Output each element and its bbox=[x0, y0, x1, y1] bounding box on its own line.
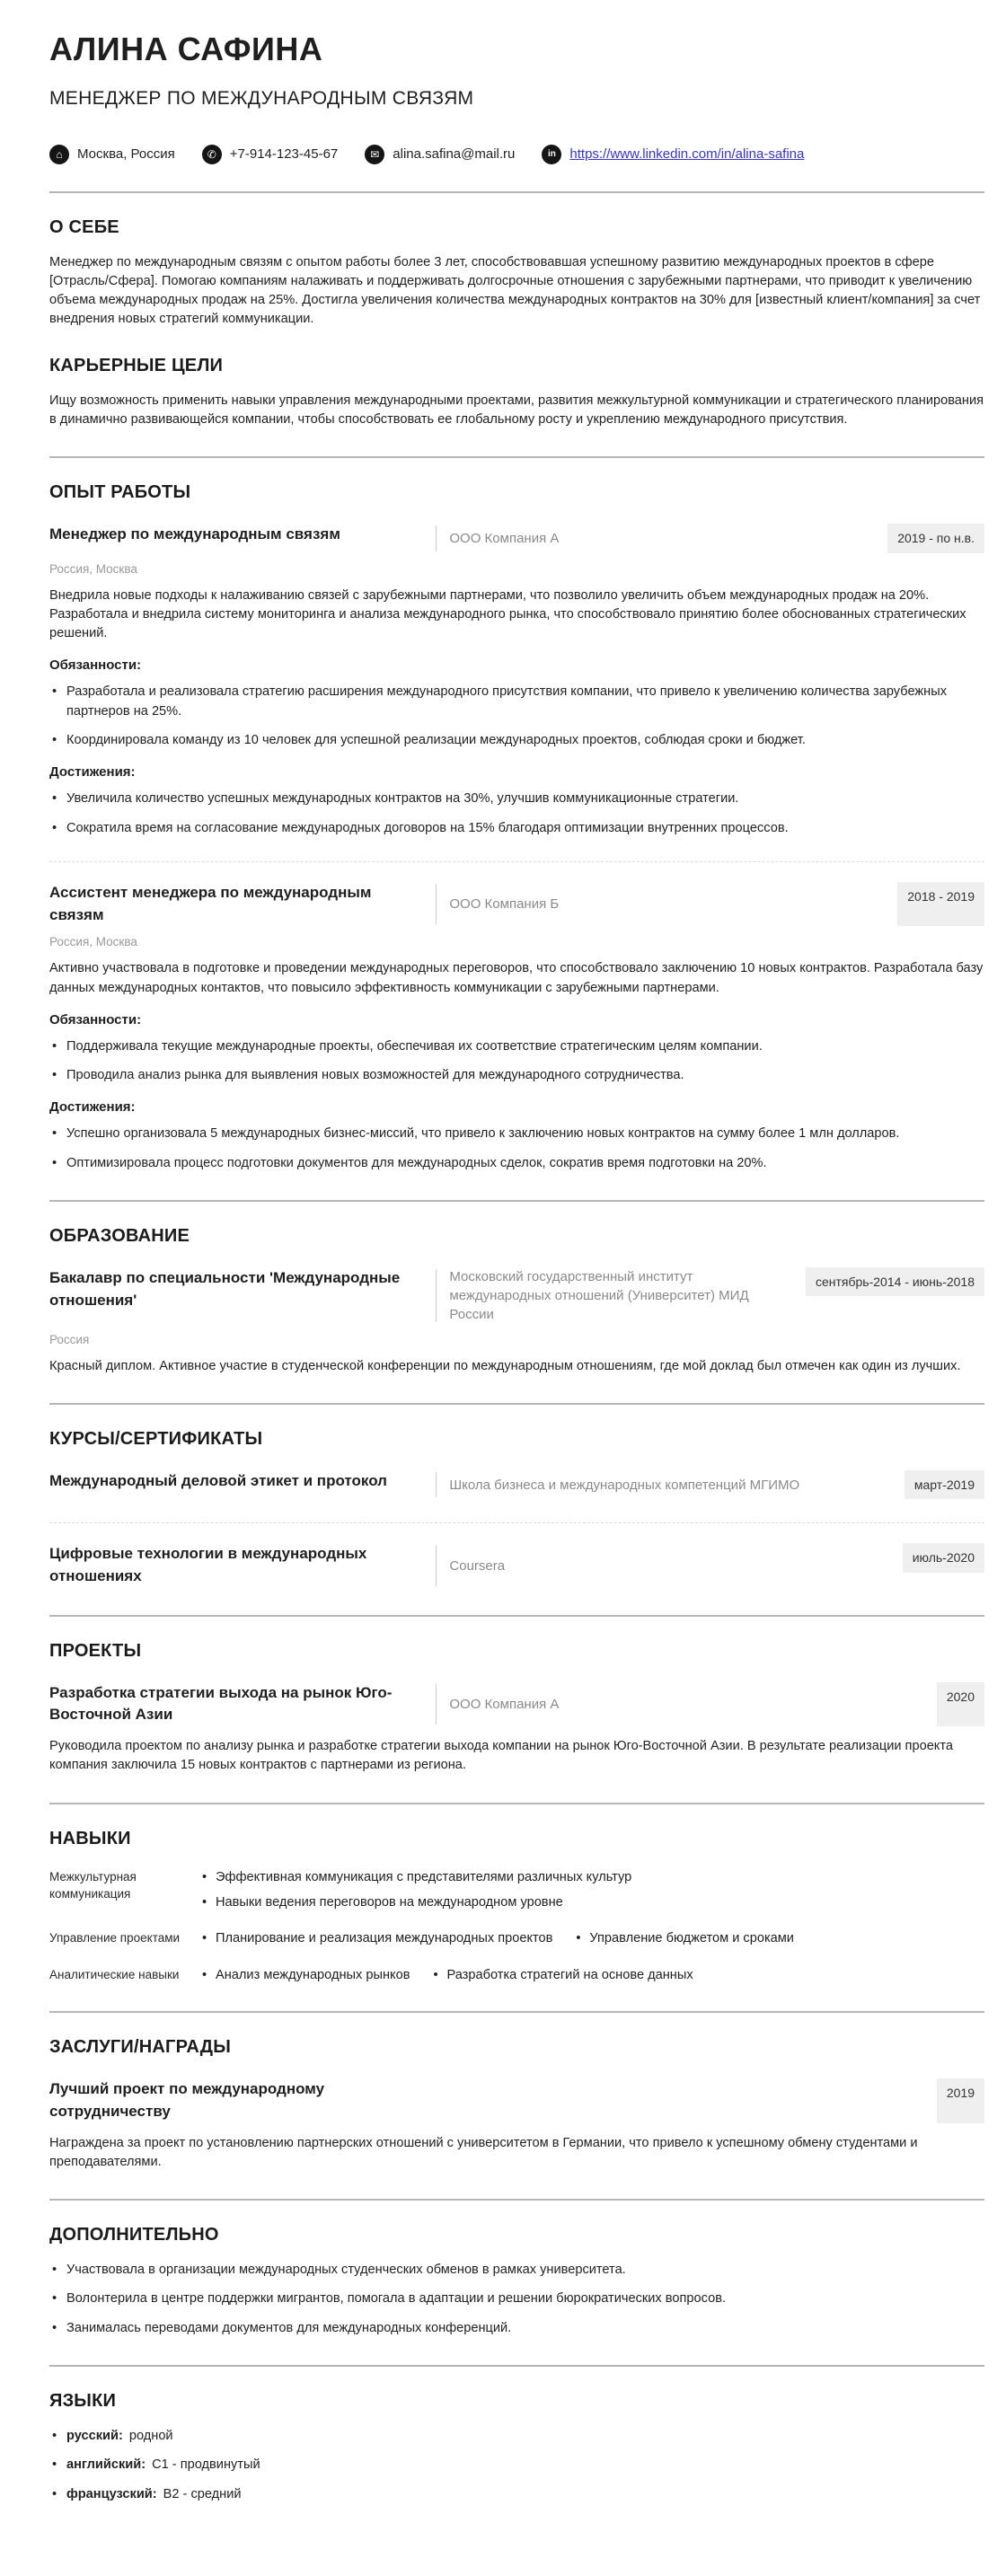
vertical-separator bbox=[436, 1269, 437, 1322]
job-header bbox=[49, 524, 984, 552]
award-description: Награждена за проект по установлению партнерских отношений с университетом в Германии, что привело к успешному обмену студентами и преподавателями. bbox=[49, 2135, 918, 2169]
person-job-title: МЕНЕДЖЕР ПО МЕЖДУНАРОДНЫМ СВЯЗЯМ bbox=[49, 88, 474, 110]
goals-heading: КАРЬЕРНЫЕ ЦЕЛИ bbox=[49, 355, 224, 375]
contact-location bbox=[49, 145, 175, 164]
projects-heading: ПРОЕКТЫ bbox=[49, 1640, 142, 1661]
job-entry bbox=[49, 524, 984, 838]
skill-item: • Планирование и реализация международных проектов bbox=[202, 1929, 552, 1947]
language-name: русский: bbox=[66, 2429, 123, 2444]
skill-items bbox=[202, 1966, 693, 1984]
achievements-list bbox=[49, 1125, 984, 1173]
skill-item: • Анализ международных рынков bbox=[202, 1966, 410, 1984]
achievements-list bbox=[49, 790, 984, 838]
language-name: английский: bbox=[66, 2457, 146, 2473]
section-divider bbox=[49, 2011, 984, 2013]
section-courses bbox=[49, 1428, 984, 1587]
section-experience bbox=[49, 481, 984, 1173]
date-badge: сентябрь-2014 - июнь-2018 bbox=[806, 1267, 984, 1296]
section-divider bbox=[49, 1403, 984, 1405]
job-header bbox=[49, 882, 984, 926]
skills-heading: НАВЫКИ bbox=[49, 1828, 131, 1848]
course-provider: Школа бизнеса и международных компетенций МГИМО bbox=[449, 1477, 800, 1493]
date-badge: 2020 bbox=[937, 1682, 984, 1726]
language-item bbox=[49, 2427, 984, 2446]
languages-list bbox=[49, 2427, 984, 2504]
achievement-item: • Сократила время на согласование международных договоров на 15% благодаря оптимизации внутренних процессов. bbox=[49, 819, 984, 838]
duties-label: Обязанности: bbox=[49, 1011, 142, 1028]
section-divider bbox=[49, 2365, 984, 2367]
skill-group bbox=[49, 1929, 984, 1947]
date-badge: 2018 - 2019 bbox=[897, 882, 984, 926]
duties-list bbox=[49, 1037, 984, 1086]
education-heading: ОБРАЗОВАНИЕ bbox=[49, 1225, 190, 1246]
duty-item: • Проводила анализ рынка для выявления новых возможностей для международного сотрудничества. bbox=[49, 1066, 984, 1085]
awards-heading: ЗАСЛУГИ/НАГРАДЫ bbox=[49, 2037, 231, 2058]
additional-list bbox=[49, 2261, 984, 2338]
phone-icon: ✆ bbox=[202, 145, 222, 164]
about-heading: О СЕБЕ bbox=[49, 216, 119, 237]
language-item bbox=[49, 2456, 984, 2475]
achievement-item: • Оптимизировала процесс подготовки документов для международных сделок, сократив время подготовки на 20%. bbox=[49, 1154, 984, 1173]
course-title: Цифровые технологии в международных отношениях bbox=[49, 1545, 367, 1585]
section-about bbox=[49, 216, 984, 430]
education-header bbox=[49, 1267, 984, 1324]
section-divider bbox=[49, 1803, 984, 1804]
project-header bbox=[49, 1682, 984, 1726]
email-icon: ✉ bbox=[365, 145, 384, 164]
additional-item: • Участвовала в организации международных студенческих обменов в рамках университета. bbox=[49, 2261, 984, 2280]
section-divider bbox=[49, 1200, 984, 1202]
entry-separator bbox=[49, 1522, 984, 1523]
email-text: alina.safina@mail.ru bbox=[393, 146, 516, 163]
language-level: C1 - продвинутый bbox=[152, 2457, 260, 2473]
vertical-separator bbox=[436, 1472, 437, 1497]
job-entry bbox=[49, 882, 984, 1173]
skill-item: • Навыки ведения переговоров на международном уровне bbox=[202, 1893, 631, 1911]
skill-group-label: Межкультурная коммуникация bbox=[49, 1869, 137, 1901]
skill-group bbox=[49, 1868, 984, 1912]
resume-header bbox=[49, 31, 984, 164]
job-title: Менеджер по международным связям bbox=[49, 525, 340, 543]
job-summary: Активно участвовала в подготовке и проведении международных переговоров, что способствовало заключению 10 новых контрактов. Разработала базу данных международных контактов, что повысило эффективность коммуникации с зарубежными партнерами. bbox=[49, 961, 984, 995]
degree-title: Бакалавр по специальности 'Международные отношения' bbox=[49, 1268, 401, 1309]
project-entry bbox=[49, 1682, 984, 1776]
job-location: Россия, Москва bbox=[49, 935, 137, 949]
vertical-separator bbox=[436, 884, 437, 924]
goals-text: Ищу возможность применить навыки управления международными проектами, развития межкультурной коммуникации и стратегического планирования в динамично развивающейся компании, чтобы способствовать ее глобальному росту и укреплению международного присутствия. bbox=[49, 393, 984, 428]
section-languages bbox=[49, 2390, 984, 2504]
duty-item: • Координировала команду из 10 человек для успешной реализации международных проектов, соблюдая сроки и бюджет. bbox=[49, 731, 984, 750]
course-title: Международный деловой этикет и протокол bbox=[49, 1472, 387, 1490]
section-education bbox=[49, 1225, 984, 1376]
contact-phone bbox=[202, 145, 339, 164]
achievements-label: Достижения: bbox=[49, 1099, 136, 1116]
language-item bbox=[49, 2485, 984, 2504]
skill-group-label: Управление проектами bbox=[49, 1931, 181, 1945]
about-text: Менеджер по международным связям с опытом работы более 3 лет, способствовавшая успешному развитию международных проектов в сфере [Отрасль/Сфера]. Помогаю компаниям налаживать и поддерживать долгосрочные отношения с зарубежными партнерами, что приводит к увеличению объема международных продаж на 25%. Достигла увеличения количества международных контрактов на 30% для [известный клиент/компания] за счет внедрения новых стратегий коммуникации. bbox=[49, 254, 981, 327]
contact-email bbox=[365, 145, 515, 164]
phone-text: +7-914-123-45-67 bbox=[229, 146, 339, 163]
award-title: Лучший проект по международному сотрудничеству bbox=[49, 2080, 325, 2120]
section-divider bbox=[49, 2199, 984, 2201]
courses-heading: КУРСЫ/СЕРТИФИКАТЫ bbox=[49, 1429, 263, 1450]
job-title: Ассистент менеджера по международным связям bbox=[49, 883, 372, 923]
linkedin-link[interactable]: https://www.linkedin.com/in/alina-safina bbox=[569, 146, 805, 163]
language-level: родной bbox=[128, 2429, 173, 2444]
achievement-item: • Успешно организовала 5 международных бизнес-миссий, что привело к заключению новых контрактов на сумму более 1 млн долларов. bbox=[49, 1125, 984, 1143]
job-summary: Внедрила новые подходы к налаживанию связей с зарубежными партнерами, что позволило увеличить объем международных продаж на 20%. Разработала и внедрила систему мониторинга и анализа международного рынка, что способствовало принятию более обоснованных стратегических решений. bbox=[49, 587, 966, 641]
project-description: Руководила проектом по анализу рынка и разработке стратегии выхода компании на рынок Юго-Восточной Азии. В результате реализации проекта компания заключила 15 новых контрактов с партнерами из региона. bbox=[49, 1739, 953, 1773]
job-location: Россия, Москва bbox=[49, 561, 137, 576]
education-location: Россия bbox=[49, 1332, 90, 1346]
additional-heading: ДОПОЛНИТЕЛЬНО bbox=[49, 2225, 219, 2245]
section-divider bbox=[49, 456, 984, 458]
achievements-label: Достижения: bbox=[49, 764, 136, 781]
duty-item: • Поддерживала текущие международные проекты, обеспечивая их соответствие стратегическим целям компании. bbox=[49, 1037, 984, 1056]
skill-item: • Разработка стратегий на основе данных bbox=[433, 1966, 693, 1984]
skill-group bbox=[49, 1966, 984, 1984]
duty-item: • Разработала и реализовала стратегию расширения международного присутствия компании, что привело к увеличению количества зарубежных партнеров на 25%. bbox=[49, 683, 984, 721]
institution-name: Московский государственный институт международных отношений (Университет) МИД России bbox=[449, 1268, 749, 1322]
skill-items bbox=[202, 1929, 794, 1947]
job-company: ООО Компания А bbox=[449, 530, 560, 546]
section-additional bbox=[49, 2224, 984, 2338]
course-header bbox=[49, 1543, 984, 1587]
duties-list bbox=[49, 683, 984, 750]
course-header bbox=[49, 1470, 984, 1499]
date-badge: 2019 - по н.в. bbox=[887, 524, 984, 552]
experience-heading: ОПЫТ РАБОТЫ bbox=[49, 482, 191, 503]
award-header bbox=[49, 2078, 984, 2122]
project-title: Разработка стратегии выхода на рынок Юго-Восточной Азии bbox=[49, 1683, 393, 1724]
section-divider bbox=[49, 1615, 984, 1617]
contact-row bbox=[49, 145, 984, 164]
vertical-separator bbox=[436, 1545, 437, 1585]
section-projects bbox=[49, 1640, 984, 1776]
section-awards bbox=[49, 2036, 984, 2172]
course-provider: Coursera bbox=[449, 1557, 506, 1574]
vertical-separator bbox=[436, 525, 437, 551]
award-entry bbox=[49, 2078, 984, 2172]
section-divider bbox=[49, 191, 984, 193]
skill-item: • Эффективная коммуникация с представителями различных культур bbox=[202, 1868, 631, 1886]
education-description: Красный диплом. Активное участие в студенческой конференции по международным отношениям, где мой доклад был отмечен как один из лучших. bbox=[49, 1358, 961, 1373]
languages-heading: ЯЗЫКИ bbox=[49, 2391, 117, 2412]
location-text: Москва, Россия bbox=[77, 146, 175, 163]
course-entry bbox=[49, 1470, 984, 1499]
project-company: ООО Компания А bbox=[449, 1696, 560, 1712]
course-entry bbox=[49, 1543, 984, 1587]
skill-items bbox=[202, 1868, 631, 1912]
duties-label: Обязанности: bbox=[49, 657, 142, 674]
vertical-separator bbox=[436, 1684, 437, 1725]
linkedin-icon: in bbox=[542, 145, 561, 164]
job-company: ООО Компания Б bbox=[449, 896, 560, 913]
language-name: французский: bbox=[66, 2486, 157, 2501]
person-name: АЛИНА САФИНА bbox=[49, 31, 323, 67]
date-badge: июль-2020 bbox=[903, 1543, 984, 1572]
contact-linkedin bbox=[542, 145, 804, 164]
location-icon: ⌂ bbox=[49, 145, 69, 164]
skill-group-label: Аналитические навыки bbox=[49, 1967, 180, 1981]
education-entry bbox=[49, 1267, 984, 1376]
skill-item: • Управление бюджетом и сроками bbox=[576, 1929, 794, 1947]
date-badge: март-2019 bbox=[905, 1470, 984, 1499]
language-level: B2 - средний bbox=[163, 2486, 242, 2501]
section-skills bbox=[49, 1828, 984, 1985]
date-badge: 2019 bbox=[937, 2078, 984, 2122]
section-career-goals bbox=[49, 355, 984, 430]
achievement-item: • Увеличила количество успешных международных контрактов на 30%, улучшив коммуникационные стратегии. bbox=[49, 790, 984, 808]
additional-item: • Занималась переводами документов для международных конференций. bbox=[49, 2319, 984, 2338]
additional-item: • Волонтерила в центре поддержки мигрантов, помогала в адаптации и решении бюрократических вопросов. bbox=[49, 2289, 984, 2308]
entry-separator bbox=[49, 861, 984, 862]
